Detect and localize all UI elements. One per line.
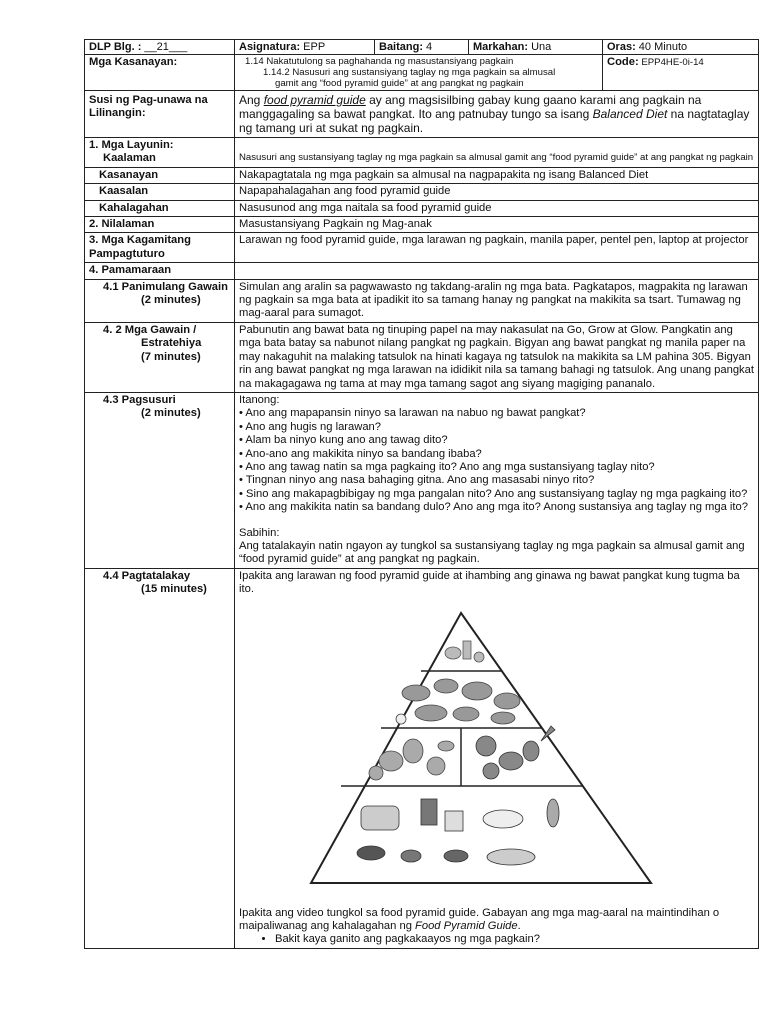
nilalaman-row <box>85 217 759 233</box>
kasanayan-content <box>235 55 603 91</box>
dlp-label: DLP Blg. : <box>89 41 142 53</box>
kaasalan-row <box>85 184 759 200</box>
kasanayan-line3: gamit ang “food pyramid guide” at ang pangkat ng pagkain <box>275 78 524 89</box>
oras-value: 40 Minuto <box>635 41 688 53</box>
baitang-cell <box>375 40 469 55</box>
nilalaman-value: Masustansiyang Pagkain ng Mag-anak <box>235 217 759 233</box>
kasanayan-obj-value: Nakapagtatala ng mga pagkain sa almusal na nagpapakita ng isang Balanced Diet <box>235 167 759 183</box>
pamamaraan-row <box>85 263 759 279</box>
step41-row <box>85 279 759 322</box>
kasanayan-line2: 1.14.2 Nasusuri ang sustansiyang taglay ng mga pagkain sa almusal <box>263 67 556 78</box>
dlp-cell <box>85 40 235 55</box>
question-item: • Alam ba ninyo kung ano ang tawag dito? <box>239 434 448 447</box>
step41-time: (2 minutes) <box>141 294 201 307</box>
kaalaman-label: Kaalaman <box>103 152 156 165</box>
kaasalan-value: Napapahalagahan ang food pyramid guide <box>235 184 759 200</box>
food-pyramid-image <box>241 601 661 901</box>
code-label: Code: <box>607 56 639 68</box>
sabihin-label: Sabihin: <box>239 526 280 539</box>
step43-intro: Itanong: <box>239 393 280 406</box>
step44-bullets <box>239 933 754 946</box>
oras-label: Oras: <box>607 41 636 53</box>
question-item: • Ano-ano ang makikita ninyo sa bandang ibaba? <box>239 447 482 460</box>
kagamitan-label: 3. Mga Kagamitang Pampagtuturo <box>85 233 235 263</box>
step44-label: 4.4 Pagtatalakay <box>103 569 191 582</box>
food-pyramid-illustration <box>241 601 661 901</box>
question-item: • Ano ang hugis ng larawan? <box>239 420 382 433</box>
step43-row <box>85 392 759 568</box>
code-value: EPP4HE-0i-14 <box>638 57 704 68</box>
code-cell <box>603 55 759 91</box>
pamamaraan-label: 4. Pamamaraan <box>85 263 235 279</box>
oras-cell <box>603 40 759 55</box>
markahan-label: Markahan: <box>473 41 529 53</box>
step41-label-cell <box>85 279 235 322</box>
question-item: • Ano ang mapapansin ninyo sa larawan na nabuo ng bawat pangkat? <box>239 407 586 420</box>
step42-label2: Estratehiya <box>141 337 202 350</box>
kasanayan-label: Mga Kasanayan: <box>85 55 235 91</box>
header-row <box>85 40 759 55</box>
susi-mid: ay ang magsisilbing gabay kung gaano karami ang pagkain na manggagaling sa bawat pangkat. Ito ang patnubay tungo sa isang <box>239 93 702 121</box>
asignatura-value: EPP <box>300 41 326 53</box>
step41-text: Simulan ang aralin sa pagwawasto ng takdang-aralin ng mga bata. Pagkatapos, magpakita ng larawan ng pagkain sa mga bata at ipadikit ito sa tamang hanay ng pangkat na makikita sa tsart. Tumawag ng mag-aaral para sumagot. <box>235 279 759 322</box>
question-item: • Sino ang makapagbibigay ng mga pangalan nito? Ano ang sustansiyang taglay ng mga pagkaing ito? <box>239 487 748 500</box>
step44-text: Ipakita ang larawan ng food pyramid guide at ihambing ang ginawa ng bawat pangkat kung tugma ba ito. <box>239 569 740 596</box>
susi-post: na nagtataglay ng tamang uri at sukat ng pagkain. <box>239 107 750 135</box>
step43-label: 4.3 Pagsusuri <box>103 393 176 406</box>
step44-row <box>85 568 759 948</box>
markahan-value: Una <box>528 41 552 53</box>
asignatura-cell <box>235 40 375 55</box>
question-item: • Tingnan ninyo ang nasa bahaging gitna. Ano ang masasabi ninyo rito? <box>239 474 595 487</box>
kasanayan-row <box>85 55 759 91</box>
step43-content <box>235 392 759 568</box>
markahan-cell <box>469 40 603 55</box>
step41-label: 4.1 Panimulang Gawain <box>103 280 228 293</box>
question-item: • Ano ang makikita natin sa bandang dulo? Ano ang mga ito? Anong sustansiya ang taglay ng mga ito? <box>239 501 748 514</box>
kasanayan-obj-label: Kasanayan <box>85 167 235 183</box>
susi-row <box>85 91 759 138</box>
after-pre: Ipakita ang video tungkol sa food pyramid guide. Gabayan ang mga mag-aaral na maintindihan o maipaliwanag ang kahalagahan ng <box>239 906 720 932</box>
kagamitan-value: Larawan ng food pyramid guide, mga larawan ng pagkain, manila paper, pentel pen, laptop at projector <box>235 233 759 263</box>
susi-pre: Ang <box>239 93 264 107</box>
after-em: Food Pyramid Guide <box>415 920 518 932</box>
step44-time: (15 minutes) <box>141 583 207 596</box>
lesson-plan-table <box>84 39 759 949</box>
layunin-label <box>85 138 235 168</box>
step42-time: (7 minutes) <box>141 350 201 363</box>
step42-row <box>85 322 759 392</box>
step43-label-cell <box>85 392 235 568</box>
lesson-plan-page <box>84 39 758 949</box>
susi-em2: Balanced Diet <box>592 107 668 121</box>
nilalaman-label: 2. Nilalaman <box>85 217 235 233</box>
susi-label: Susi ng Pag-unawa na Lilinangin: <box>85 91 235 138</box>
susi-em: food pyramid guide <box>263 93 366 107</box>
kasanayan-line1: 1.14 Nakatutulong sa paghahanda ng masustansiyang pagkain <box>245 56 514 67</box>
step42-text: Pabunutin ang bawat bata ng tinuping papel na may nakasulat na Go, Grow at Glow. Pangkatin ang mga bata batay sa nabunot nilang pangkat ng pagkain. Bigyan ang bawat pangkat ng manila paper na may nakaguhit na malaking tatsulok na hinati kagaya ng tatsulok na makikita sa LM pahina 305. Bigyan rin ang bawat pangkat ng mga larawan na ididikit nila sa tamang bahagi ng tatsulok. Ang unang pangkat na makagagawa ng tama at may mga tamang sagot ang siyang magiging pananalo. <box>235 322 759 392</box>
question-item: • Ano ang tawag natin sa mga pagkaing ito? Ano ang mga sustansiyang taglay nito? <box>239 460 655 473</box>
kaalaman-value <box>235 138 759 168</box>
kahalagahan-row <box>85 200 759 216</box>
step44-bullet-item: • Bakit kaya ganito ang pagkakaayos ng mga pagkain? <box>275 933 754 946</box>
kasanayan-obj-row <box>85 167 759 183</box>
kahalagahan-label: Kahalagahan <box>85 200 235 216</box>
sabihin-text: Ang tatalakayin natin ngayon ay tungkol sa sustansiyang taglay ng mga pagkain sa almusal gamit ang “food pyramid guide” at ang pangkat ng pagkain. <box>239 539 745 566</box>
step43-time: (2 minutes) <box>141 407 201 420</box>
after-post: . <box>517 920 521 932</box>
baitang-value: 4 <box>423 41 433 53</box>
step44-after-text <box>239 907 754 934</box>
baitang-label: Baitang: <box>379 41 423 53</box>
step42-label: 4. 2 Mga Gawain / <box>103 323 197 336</box>
kaasalan-label: Kaasalan <box>85 184 235 200</box>
layunin-title: 1. Mga Layunin: <box>89 139 174 151</box>
susi-content <box>235 91 759 138</box>
dlp-value: __21___ <box>141 41 188 53</box>
layunin-row <box>85 138 759 168</box>
kaalaman-text: Nasusuri ang sustansiyang taglay ng mga pagkain sa almusal gamit ang “food pyramid guide” at ang pangkat ng pagkain <box>239 152 754 163</box>
kahalagahan-value: Nasusunod ang mga naitala sa food pyramid guide <box>235 200 759 216</box>
step44-label-cell <box>85 568 235 948</box>
pamamaraan-value <box>235 263 759 279</box>
step42-label-cell <box>85 322 235 392</box>
asignatura-label: Asignatura: <box>239 41 301 53</box>
kagamitan-row <box>85 233 759 263</box>
step44-content <box>235 568 759 948</box>
